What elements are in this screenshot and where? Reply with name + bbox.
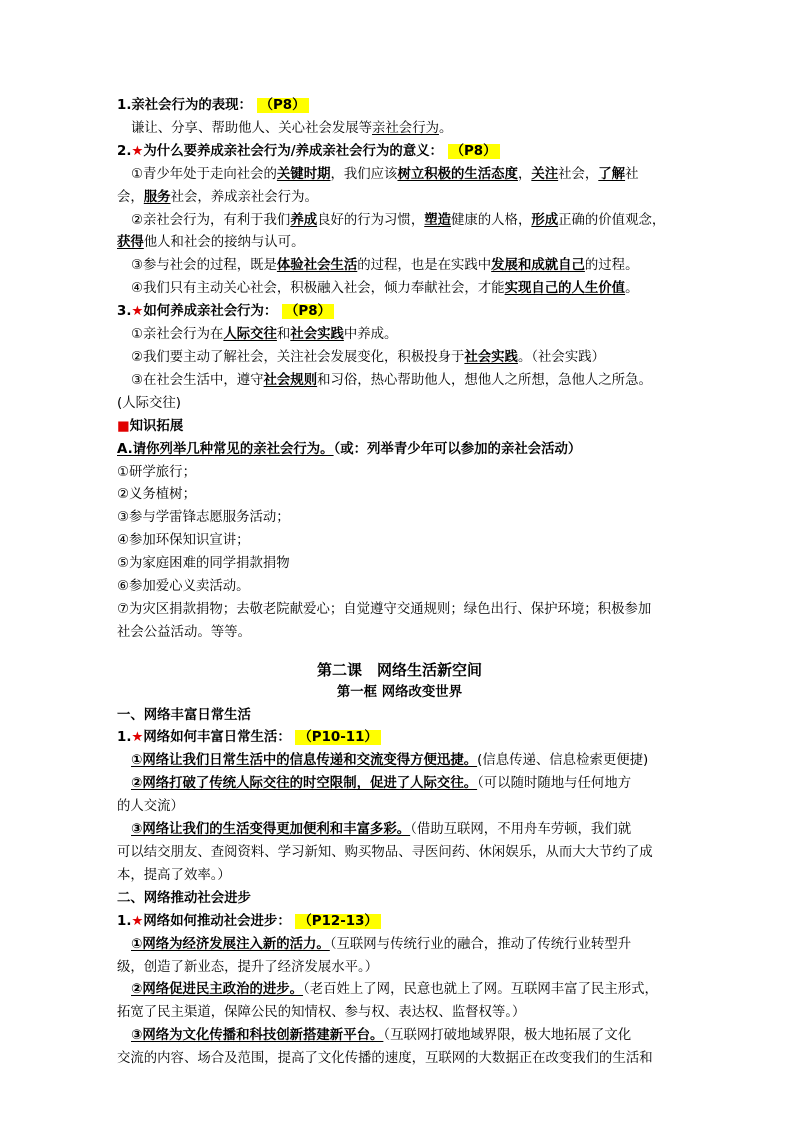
sec2-heading: 二、网络推动社会进步	[117, 890, 251, 906]
sec2-point-3: ③网络为文化传播和科技创新搭建新平台。（互联网打破地域界限，极大地拓展了文化	[131, 1028, 632, 1044]
s3-heading: 3.★如何养成亲社会行为： （P8）	[117, 301, 682, 324]
s2-point-2-cont: 获得他人和社会的接纳与认可。	[117, 235, 305, 251]
ext-question: A.请你列举几种常见的亲社会行为。（或：列举青少年可以参加的亲社会活动）	[117, 441, 582, 457]
page-ref-badge: （P12-13）	[295, 914, 380, 929]
s2-point-3: ③参与社会的过程，既是体验社会生活的过程，也是在实践中发展和成就自己的过程。	[131, 258, 639, 274]
s2-heading: 2.★为什么要养成亲社会行为/养成亲社会行为的意义： （P8）	[117, 141, 682, 164]
ext-item: ②义务植树；	[117, 487, 196, 503]
ext-item-cont: 社会公益活动。等等。	[117, 624, 251, 640]
sec1-point-2: ②网络打破了传统人际交往的时空限制，促进了人际交往。（可以随时随地与任何地方	[131, 776, 632, 792]
s3-point-2: ②我们要主动了解社会，关注社会发展变化，积极投身于社会实践。（社会实践）	[131, 349, 605, 365]
sec2-point-2: ②网络促进民主政治的进步。（老百姓上了网，民意也就上了网。互联网丰富了民主形式，	[131, 982, 658, 998]
ext-item: ⑤为家庭困难的同学捐款捐物	[117, 556, 290, 572]
star-icon: ★	[131, 913, 144, 929]
lesson-title: 第二课 网络生活新空间	[316, 660, 482, 679]
s2-point-2: ②亲社会行为，有利于我们养成良好的行为习惯，塑造健康的人格，形成正确的价值观念，	[131, 212, 666, 228]
square-bullet-icon: ■	[117, 418, 130, 434]
sec2-point-3-cont: 交流的内容、场合及范围，提高了文化传播的速度，互联网的大数据正在改变我们的生活和	[117, 1051, 653, 1067]
ext-item: ⑦为灾区捐款捐物；去敬老院献爱心；自觉遵守交通规则；绿色出行、保护环境；积极参加	[117, 601, 652, 617]
sec2-point-1-cont: 级，创造了新业态，提升了经济发展水平。）	[117, 959, 379, 975]
sec1-point-3: ③网络让我们的生活变得更加便利和丰富多彩。（借助互联网，不用舟车劳顿，我们就	[131, 822, 632, 838]
sec1-point-3-cont: 本，提高了效率。）	[117, 867, 231, 883]
sec2-point-2-cont: 拓宽了民主渠道，保障公民的知情权、参与权、表达权、监督权等。）	[117, 1005, 526, 1021]
s3-point-1: ①亲社会行为在人际交往和社会实践中养成。	[131, 327, 398, 343]
page-ref-badge: （P8）	[282, 304, 334, 319]
s2-point-1-cont: 会，服务社会，养成亲社会行为。	[117, 189, 318, 205]
page-ref-badge: （P10-11）	[295, 730, 380, 745]
lesson-subtitle: 第一框 网络改变世界	[336, 684, 463, 700]
sec2-point-1: ①网络为经济发展注入新的活力。（互联网与传统行业的融合，推动了传统行业转型升	[131, 936, 632, 952]
s2-point-1: ①青少年处于走向社会的关键时期，我们应该树立积极的生活态度，关注社会，了解社	[131, 166, 639, 182]
star-icon: ★	[131, 304, 144, 320]
ext-item: ①研学旅行；	[117, 464, 196, 480]
sec1-point-1: ①网络让我们日常生活中的信息传递和交流变得方便迅捷。(信息传递、信息检索更便捷)	[131, 753, 649, 769]
s1-body: 谦让、分享、帮助他人、关心社会发展等亲社会行为。	[131, 120, 453, 136]
sec1-point-2-cont: 的人交流）	[117, 799, 184, 815]
sec1-heading: 一、网络丰富日常生活	[117, 707, 251, 723]
ext-item: ③参与学雷锋志愿服务活动；	[117, 510, 290, 526]
star-icon: ★	[131, 143, 144, 159]
ext-heading: ■知识拓展	[117, 418, 184, 434]
ext-item: ⑥参加爱心义卖活动。	[117, 579, 250, 595]
ext-item: ④参加环保知识宣讲；	[117, 533, 250, 549]
page-ref-badge: （P8）	[257, 98, 309, 113]
document-page	[117, 95, 682, 1071]
s3-point-3-cont: (人际交往)	[117, 395, 182, 411]
s2-point-4: ④我们只有主动关心社会，积极融入社会，倾力奉献社会，才能实现自己的人生价值。	[131, 281, 639, 297]
page-ref-badge: （P8）	[448, 144, 500, 159]
s1-heading: 1.亲社会行为的表现： （P8）	[117, 95, 682, 118]
sec1-question: 1.★网络如何丰富日常生活： （P10-11）	[117, 727, 682, 750]
star-icon: ★	[131, 730, 144, 746]
sec1-point-3-cont: 可以结交朋友、查阅资料、学习新知、购买物品、寻医问药、休闲娱乐，从而大大节约了成	[117, 845, 653, 860]
s3-point-3: ③在社会生活中，遵守社会规则和习俗，热心帮助他人，想他人之所想，急他人之所急。	[131, 372, 652, 388]
sec2-question: 1.★网络如何推动社会进步： （P12-13）	[117, 911, 682, 934]
